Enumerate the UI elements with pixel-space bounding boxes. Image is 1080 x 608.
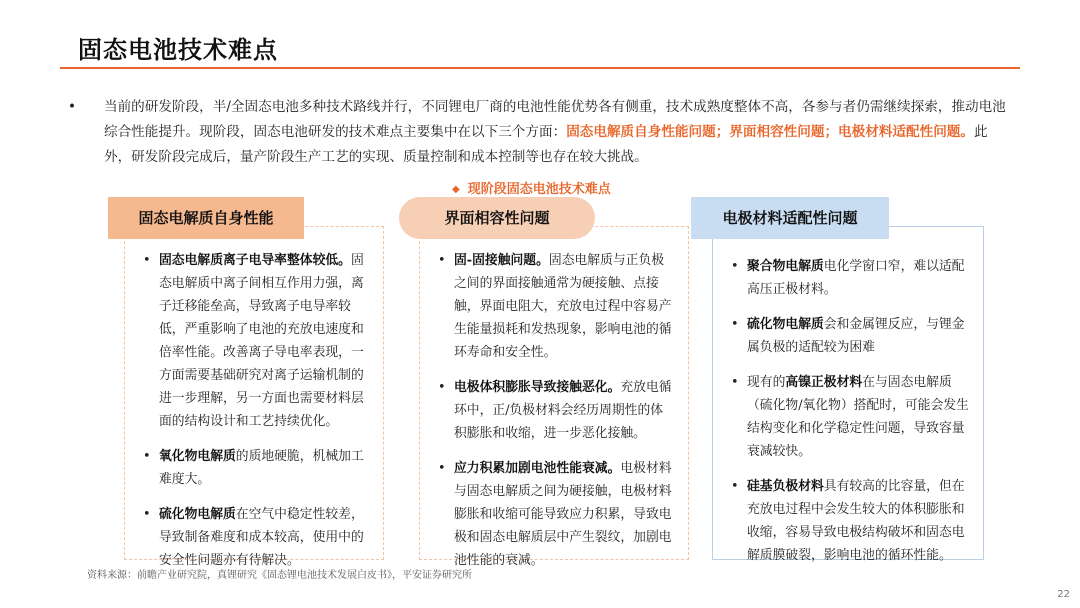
- intro-bullet: •: [68, 99, 77, 115]
- item-text: 固态电解质与正负极之间的界面接触通常为硬接触、点接触，界面电阻大，充放电过程中容易产生能量损耗和发热现象，影响电池的循环寿命和安全性。: [454, 253, 672, 360]
- source-note: 资料来源：前瞻产业研究院，真锂研究《固态锂电池技术发展白皮书》，平安证券研究所: [87, 570, 472, 581]
- page-number: 22: [1057, 589, 1070, 600]
- item-bold: 硅基负极材料: [747, 479, 824, 494]
- item-bold: 氧化物电解质: [159, 449, 236, 464]
- bullet-icon: •: [731, 259, 739, 274]
- column-box-electrode: [712, 226, 984, 563]
- list-item: [139, 445, 373, 491]
- item-pre: 现有的: [747, 375, 786, 390]
- list-item: [727, 255, 971, 301]
- bullet-icon: •: [143, 449, 151, 464]
- column-list: [139, 249, 373, 572]
- list-item: [434, 457, 674, 572]
- intro-text: [104, 95, 1008, 170]
- column-header-interface: 界面相容性问题: [399, 197, 595, 239]
- item-bold: 硫化物电解质: [159, 507, 236, 522]
- page-title: 固态电池技术难点: [78, 36, 278, 64]
- list-item: [727, 313, 971, 359]
- list-item: [139, 249, 373, 433]
- subtitle-text: 现阶段固态电池技术难点: [467, 182, 611, 197]
- section-subtitle: [452, 178, 611, 197]
- list-item: [434, 376, 674, 445]
- item-text: 具有较高的比容量，但在充放电过程中会发生较大的体积膨胀和收缩，容易导致电极结构破坏和固态电解质膜破裂，影响电池的循环性能。: [747, 479, 965, 563]
- item-text: 的质地硬脆，机械加工难度大。: [159, 449, 364, 487]
- intro-part1: 当前的研发阶段，半/全固态电池多种技术路线并行，不同锂电厂商的电池性能优势各有侧重，技术成熟度整体不高，各参与者仍需继续探索，推动电池综合性能提升。现阶段，固态电池研发的技术难点主要集中在以下三个方面：: [104, 99, 1006, 140]
- list-item: [139, 503, 373, 572]
- bullet-icon: •: [438, 380, 446, 395]
- item-text: 电化学窗口窄，难以适配高压正极材料。: [747, 259, 965, 297]
- item-text: 会和金属锂反应，与锂金属负极的适配较为困难: [747, 317, 965, 355]
- item-text: 在与固态电解质（硫化物/氧化物）搭配时，可能会发生结构变化和化学稳定性问题，导致容量衰减较快。: [747, 375, 969, 459]
- item-bold: 应力积累加剧电池性能衰减。: [454, 461, 621, 476]
- title-divider: [60, 67, 1020, 69]
- intro-paragraph: [68, 95, 1008, 170]
- bullet-icon: •: [731, 375, 739, 390]
- item-bold: 高镍正极材料: [785, 375, 863, 390]
- item-bold: 固-固接触问题。: [454, 253, 549, 268]
- item-text: 充放电循环中，正/负极材料会经历周期性的体积膨胀和收缩，进一步恶化接触。: [454, 380, 672, 441]
- column-header-electrolyte: 固态电解质自身性能: [108, 197, 304, 239]
- bullet-icon: •: [731, 479, 739, 494]
- bullet-icon: •: [438, 253, 446, 268]
- column-list: [434, 249, 674, 572]
- bullet-icon: •: [438, 461, 446, 476]
- column-box-electrolyte: [124, 226, 384, 568]
- item-text: 电极材料与固态电解质之间为硬接触，电极材料膨胀和收缩可能导致应力积累，导致电极和固态电解质层中产生裂纹，加剧电池性能的衰减。: [454, 461, 672, 568]
- list-item: [727, 371, 971, 463]
- item-bold: 硫化物电解质: [747, 317, 824, 332]
- item-bold: 固态电解质离子电导率整体较低。: [159, 253, 351, 268]
- item-bold: 电极体积膨胀导致接触恶化。: [454, 380, 621, 395]
- intro-highlight: 固态电解质自身性能问题；界面相容性问题；电极材料适配性问题。: [566, 124, 974, 140]
- column-box-interface: [419, 226, 689, 568]
- column-list: [727, 255, 971, 567]
- diamond-icon: ◆: [452, 184, 460, 195]
- item-text: 在空气中稳定性较差，导致制备难度和成本较高，使用中的安全性问题亦有待解决。: [159, 507, 364, 568]
- bullet-icon: •: [731, 317, 739, 332]
- column-header-electrode: 电极材料适配性问题: [691, 197, 889, 239]
- list-item: [727, 475, 971, 567]
- bullet-icon: •: [143, 253, 151, 268]
- list-item: [434, 249, 674, 364]
- bullet-icon: •: [143, 507, 151, 522]
- item-bold: 聚合物电解质: [747, 259, 824, 274]
- intro-part2: 此外，研发阶段完成后，量产阶段生产工艺的实现、质量控制和成本控制等也存在较大挑战。: [104, 124, 988, 165]
- item-text: 固态电解质中离子间相互作用力强，离子迁移能垒高，导致离子电导率较低，严重影响了电池的充放电速度和倍率性能。改善离子导电率表现，一方面需要基础研究对离子运输机制的进一步理解，另一方面也需要材料层面的结构设计和工艺持续优化。: [159, 253, 364, 429]
